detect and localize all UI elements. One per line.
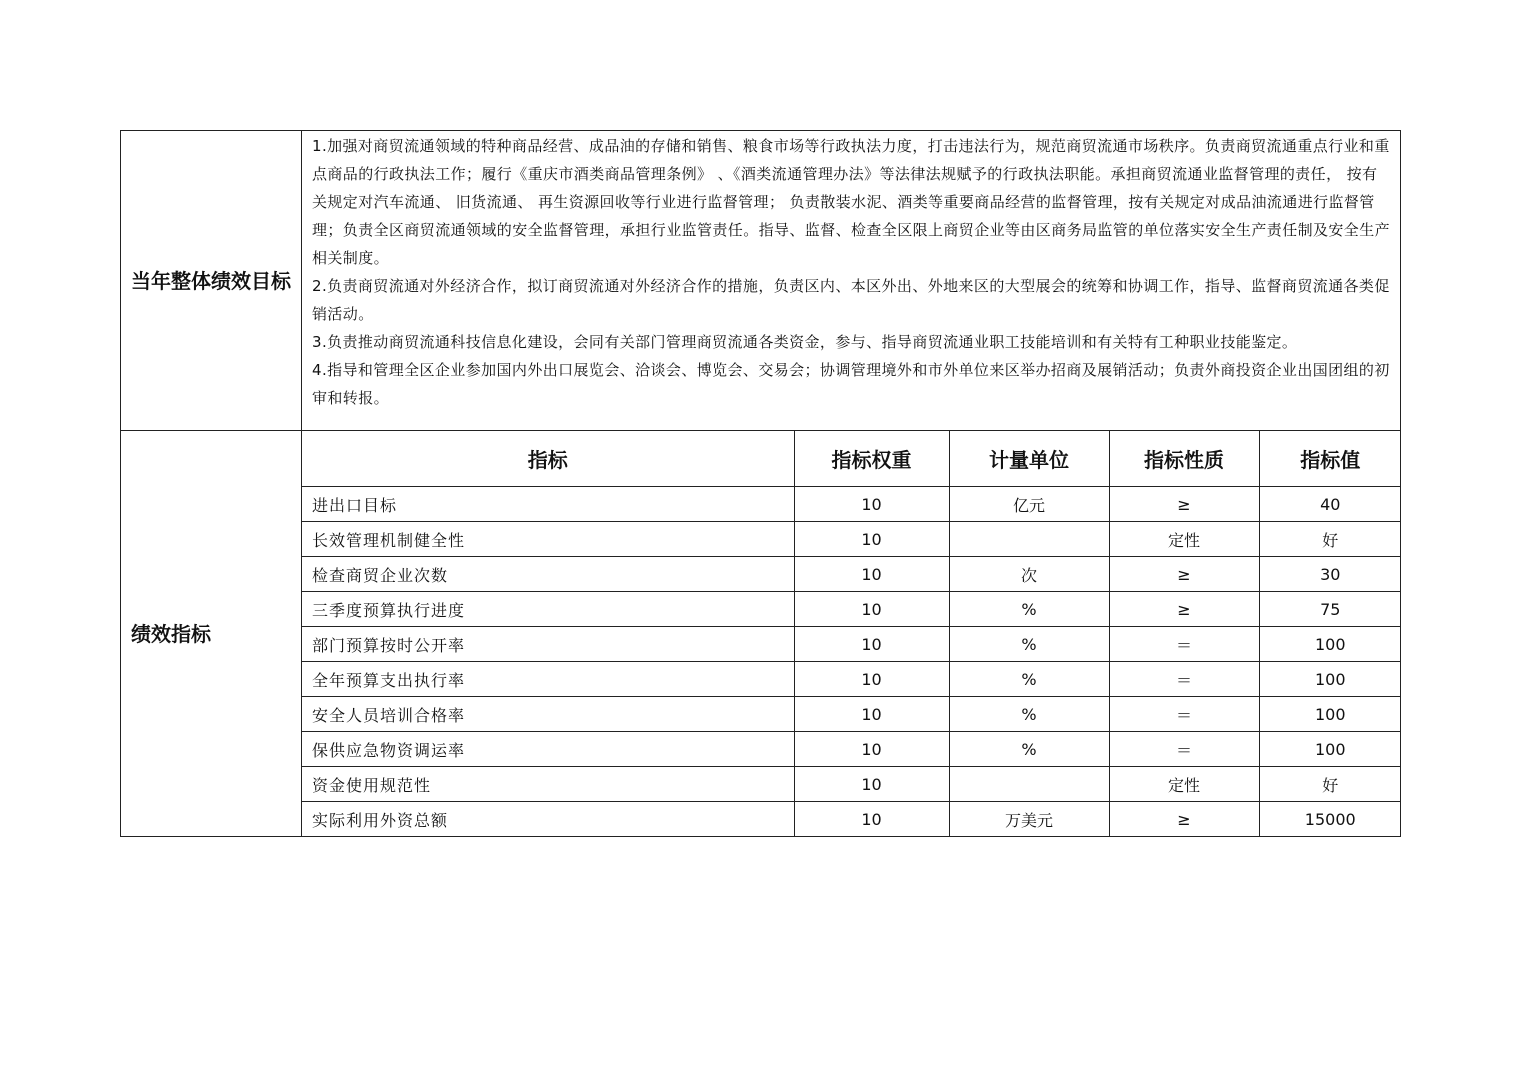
indicator-nature: ≥ — [1109, 487, 1259, 522]
indicator-name: 检查商贸企业次数 — [302, 557, 794, 592]
indicator-name: 实际利用外资总额 — [302, 802, 794, 837]
table-row — [302, 662, 1401, 697]
header-value: 指标值 — [1259, 431, 1401, 487]
header-unit: 计量单位 — [949, 431, 1109, 487]
indicator-name: 部门预算按时公开率 — [302, 627, 794, 662]
indicator-weight: 10 — [794, 732, 949, 767]
indicator-unit: % — [949, 627, 1109, 662]
indicator-weight: 10 — [794, 627, 949, 662]
indicator-value: 30 — [1259, 557, 1401, 592]
indicator-value: 75 — [1259, 592, 1401, 627]
indicator-unit: 次 — [949, 557, 1109, 592]
indicator-nature: ＝ — [1109, 662, 1259, 697]
indicator-value: 40 — [1259, 487, 1401, 522]
indicator-name: 三季度预算执行进度 — [302, 592, 794, 627]
indicator-nature: ＝ — [1109, 627, 1259, 662]
indicator-nature: ≥ — [1109, 802, 1259, 837]
indicator-value: 100 — [1259, 732, 1401, 767]
indicator-weight: 10 — [794, 592, 949, 627]
indicator-name: 进出口目标 — [302, 487, 794, 522]
indicator-table — [302, 431, 1401, 836]
indicator-weight: 10 — [794, 802, 949, 837]
indicator-name: 长效管理机制健全性 — [302, 522, 794, 557]
table-row — [302, 802, 1401, 837]
indicator-row — [121, 431, 1401, 837]
goal-content — [302, 131, 1401, 431]
goal-label: 当年整体绩效目标 — [121, 131, 302, 431]
indicator-value: 好 — [1259, 767, 1401, 802]
indicator-unit: % — [949, 592, 1109, 627]
indicator-value: 100 — [1259, 627, 1401, 662]
header-indicator: 指标 — [302, 431, 794, 487]
table-row — [302, 522, 1401, 557]
indicator-unit: 万美元 — [949, 802, 1109, 837]
indicator-unit: 亿元 — [949, 487, 1109, 522]
indicator-weight: 10 — [794, 662, 949, 697]
indicator-nature: ≥ — [1109, 557, 1259, 592]
indicator-header-row — [302, 431, 1401, 487]
indicator-unit — [949, 522, 1109, 557]
goal-row — [121, 131, 1401, 431]
indicator-name: 安全人员培训合格率 — [302, 697, 794, 732]
goal-paragraph-2: 2.负责商贸流通对外经济合作，拟订商贸流通对外经济合作的措施，负责区内、本区外出、外地来区的大型展会的统筹和协调工作，指导、监督商贸流通各类促销活动。 — [312, 277, 1390, 323]
indicator-label: 绩效指标 — [121, 431, 302, 837]
indicator-table-cell — [302, 431, 1401, 837]
goal-paragraph-4: 4.指导和管理全区企业参加国内外出口展览会、洽谈会、博览会、交易会；协调管理境外和市外单位来区举办招商及展销活动；负责外商投资企业出国团组的初审和转报。 — [312, 361, 1390, 407]
indicator-weight: 10 — [794, 522, 949, 557]
table-row — [302, 487, 1401, 522]
indicator-unit: % — [949, 697, 1109, 732]
indicator-value: 15000 — [1259, 802, 1401, 837]
indicator-weight: 10 — [794, 557, 949, 592]
table-row — [302, 557, 1401, 592]
indicator-name: 资金使用规范性 — [302, 767, 794, 802]
indicator-weight: 10 — [794, 767, 949, 802]
indicator-unit — [949, 767, 1109, 802]
indicator-unit: % — [949, 732, 1109, 767]
indicator-unit: % — [949, 662, 1109, 697]
goal-paragraph-1: 1.加强对商贸流通领域的特种商品经营、成品油的存储和销售、粮食市场等行政执法力度，打击违法行为，规范商贸流通市场秩序。负责商贸流通重点行业和重点商品的行政执法工作；履行《重庆市酒类商品管理条例》 、《酒类流通管理办法》等法律法规赋予的行政执法职能。承担商贸流通业监督管理的责任， 按有关规定对汽车流通、 旧货流通、 再生资源回收等行业进行监督管理； 负责散装水泥、酒类等重要商品经营的监督管理，按有关规定对成品油流通进行监督管理；负责全区商贸流通领域的安全监督管理，承担行业监管责任。指导、监督、检查全区限上商贸企业等由区商务局监管的单位落实安全生产责任制及安全生产相关制度。 — [312, 137, 1391, 267]
indicator-nature: 定性 — [1109, 522, 1259, 557]
table-row — [302, 697, 1401, 732]
indicator-value: 好 — [1259, 522, 1401, 557]
indicator-nature: ≥ — [1109, 592, 1259, 627]
indicator-weight: 10 — [794, 487, 949, 522]
table-row — [302, 627, 1401, 662]
header-weight: 指标权重 — [794, 431, 949, 487]
goal-paragraph-3: 3.负责推动商贸流通科技信息化建设，会同有关部门管理商贸流通各类资金，参与、指导商贸流通业职工技能培训和有关特有工种职业技能鉴定。 — [312, 333, 1298, 351]
indicator-name: 保供应急物资调运率 — [302, 732, 794, 767]
indicator-nature: ＝ — [1109, 732, 1259, 767]
indicator-value: 100 — [1259, 697, 1401, 732]
indicator-nature: ＝ — [1109, 697, 1259, 732]
indicator-nature: 定性 — [1109, 767, 1259, 802]
performance-table — [120, 130, 1401, 837]
indicator-value: 100 — [1259, 662, 1401, 697]
table-row — [302, 732, 1401, 767]
table-row — [302, 767, 1401, 802]
indicator-weight: 10 — [794, 697, 949, 732]
table-row — [302, 592, 1401, 627]
header-nature: 指标性质 — [1109, 431, 1259, 487]
indicator-name: 全年预算支出执行率 — [302, 662, 794, 697]
